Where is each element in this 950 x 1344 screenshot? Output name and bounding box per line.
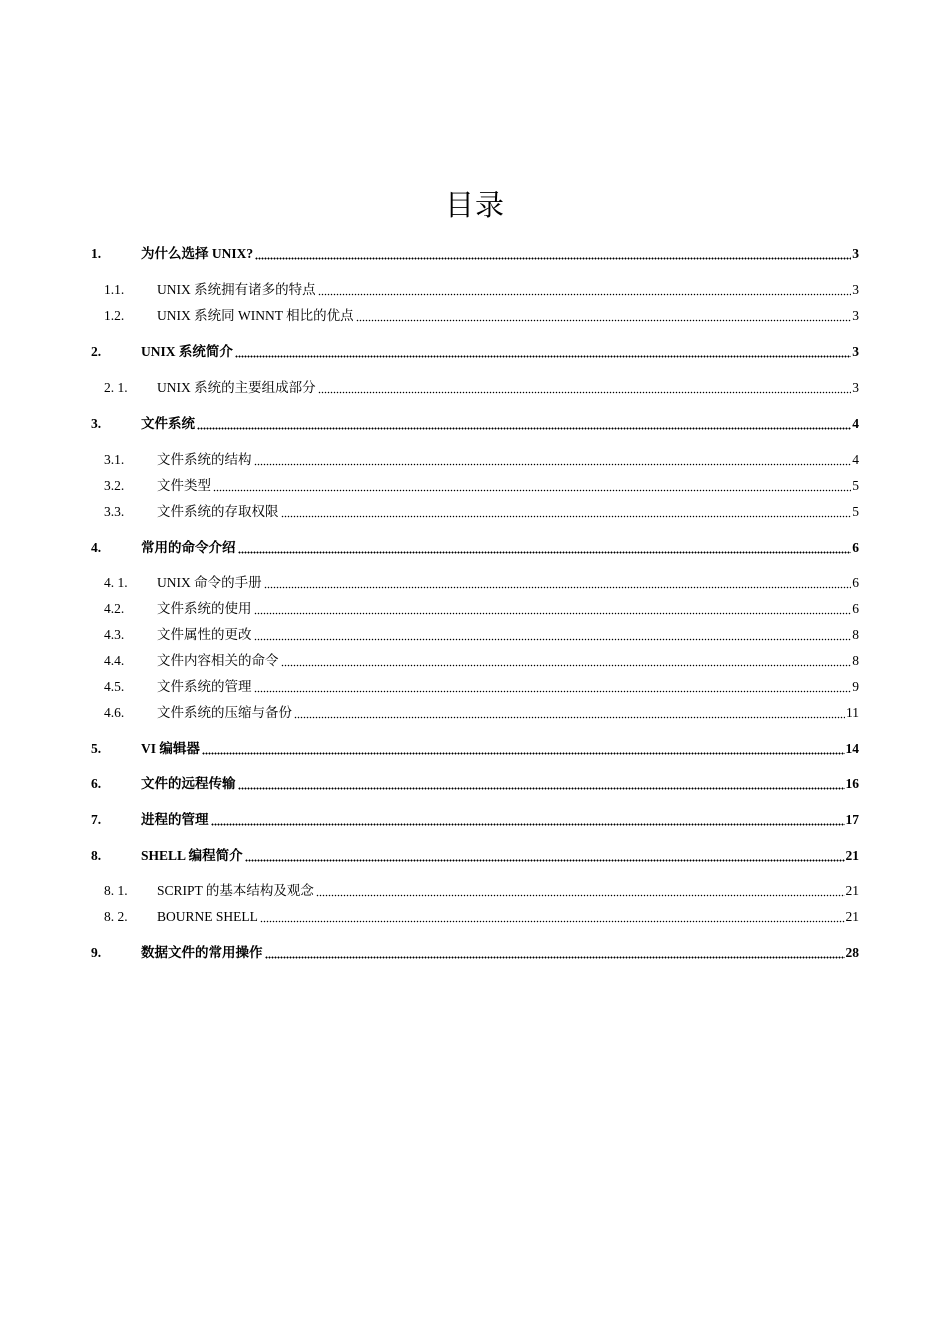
toc-title: UNIX 系统简介	[141, 344, 233, 359]
dot-leader	[356, 319, 852, 322]
toc-title: UNIX 系统同 WINNT 相比的优点	[157, 308, 354, 323]
toc-entry-3[interactable]	[91, 411, 859, 433]
toc-number: 1.	[91, 246, 102, 261]
toc-entry-9[interactable]	[91, 940, 859, 962]
toc-title: SHELL 编程简介	[141, 848, 243, 863]
toc-page-number: 5	[852, 504, 859, 519]
toc-entry-8-2[interactable]	[91, 904, 859, 926]
toc-number: 3.3.	[104, 504, 125, 519]
toc-number: 8.	[91, 848, 102, 863]
toc-number: 4.	[91, 540, 102, 555]
toc-title: 文件系统的存取权限	[157, 504, 279, 519]
toc-page-number: 4	[852, 452, 859, 467]
toc-page-number: 9	[852, 679, 859, 694]
toc-entry-6[interactable]	[91, 771, 859, 793]
toc-entry-4-3[interactable]	[91, 622, 859, 644]
toc-title: 文件内容相关的命令	[157, 653, 279, 668]
toc-number: 2. 1.	[104, 380, 128, 395]
toc-number: 5.	[91, 741, 102, 756]
toc-entry-8[interactable]	[91, 843, 859, 865]
toc-page-number: 21	[845, 909, 859, 924]
toc-title: 文件类型	[157, 478, 211, 493]
toc-number: 1.1.	[104, 282, 125, 297]
dot-leader	[260, 920, 845, 923]
toc-page-number: 8	[852, 653, 859, 668]
toc-page-number: 3	[852, 246, 859, 261]
toc-number: 3.	[91, 416, 102, 431]
dot-leader	[265, 956, 845, 959]
dot-leader	[197, 427, 851, 430]
toc-page-number: 28	[845, 945, 859, 960]
toc-number: 6.	[91, 776, 102, 791]
toc-entry-2[interactable]	[91, 339, 859, 361]
toc-entry-4-1[interactable]	[91, 570, 859, 592]
dot-leader	[235, 355, 851, 358]
dot-leader	[281, 515, 852, 518]
toc-title: 数据文件的常用操作	[141, 945, 263, 960]
toc-page-number: 3	[852, 308, 859, 323]
toc-number: 4.4.	[104, 653, 125, 668]
toc-number: 4.6.	[104, 705, 125, 720]
toc-page-number: 5	[852, 478, 859, 493]
toc-entry-3-2[interactable]	[91, 473, 859, 495]
toc-number: 7.	[91, 812, 102, 827]
dot-leader	[254, 690, 852, 693]
dot-leader	[238, 551, 852, 554]
toc-entry-1[interactable]	[91, 241, 859, 263]
toc-number: 1.2.	[104, 308, 125, 323]
toc-page-number: 6	[852, 575, 859, 590]
toc-page-number: 3	[852, 344, 859, 359]
toc-number: 4. 1.	[104, 575, 128, 590]
toc-entry-3-3[interactable]	[91, 499, 859, 521]
toc-page-number: 6	[852, 601, 859, 616]
toc-title: 文件的远程传输	[141, 776, 236, 791]
toc-page-number: 3	[852, 380, 859, 395]
toc-entry-3-1[interactable]	[91, 447, 859, 469]
toc-title: 文件属性的更改	[157, 627, 252, 642]
dot-leader	[318, 293, 852, 296]
toc-title: 文件系统的压缩与备份	[157, 705, 292, 720]
dot-leader	[213, 489, 851, 492]
toc-entry-5[interactable]	[91, 736, 859, 758]
toc-title: UNIX 系统的主要组成部分	[157, 380, 316, 395]
toc-entry-8-1[interactable]	[91, 878, 859, 900]
toc-entry-1-2[interactable]	[91, 303, 859, 325]
toc-title: VI 编辑器	[141, 741, 200, 756]
toc-title: SCRIPT 的基本结构及观念	[157, 883, 314, 898]
toc-page-number: 8	[852, 627, 859, 642]
toc-page-number: 3	[852, 282, 859, 297]
toc-number: 8. 2.	[104, 909, 128, 924]
dot-leader	[316, 894, 845, 897]
toc-title: BOURNE SHELL	[157, 909, 258, 924]
toc-entry-4-6[interactable]	[91, 700, 859, 722]
toc-page-number: 11	[846, 705, 859, 720]
dot-leader	[294, 716, 845, 719]
toc-title: 文件系统	[141, 416, 195, 431]
toc-number: 8. 1.	[104, 883, 128, 898]
toc-number: 4.5.	[104, 679, 125, 694]
toc-entry-4-4[interactable]	[91, 648, 859, 670]
toc-title: 文件系统的结构	[157, 452, 252, 467]
toc-number: 3.1.	[104, 452, 125, 467]
toc-title: 常用的命令介绍	[141, 540, 236, 555]
toc-page-number: 4	[852, 416, 859, 431]
toc-entry-7[interactable]	[91, 807, 859, 829]
toc-entry-2-1[interactable]	[91, 375, 859, 397]
toc-entry-1-1[interactable]	[91, 277, 859, 299]
toc-entry-4-2[interactable]	[91, 596, 859, 618]
toc-title: 为什么选择 UNIX?	[141, 246, 254, 261]
toc-page-number: 14	[845, 741, 859, 756]
toc-title: UNIX 系统拥有诸多的特点	[157, 282, 316, 297]
toc-number: 9.	[91, 945, 102, 960]
toc-title: 文件系统的管理	[157, 679, 252, 694]
toc-page-number: 17	[845, 812, 859, 827]
dot-leader	[255, 257, 851, 260]
toc-title: UNIX 命令的手册	[157, 575, 262, 590]
toc-number: 4.3.	[104, 627, 125, 642]
toc-heading: 目录	[444, 188, 505, 222]
toc-number: 2.	[91, 344, 102, 359]
toc-page-number: 21	[845, 883, 859, 898]
dot-leader	[211, 823, 845, 826]
toc-page-number: 6	[852, 540, 859, 555]
dot-leader	[202, 752, 845, 755]
dot-leader	[254, 463, 852, 466]
toc-number: 3.2.	[104, 478, 125, 493]
toc-page-number: 16	[845, 776, 859, 791]
dot-leader	[245, 859, 845, 862]
toc-number: 4.2.	[104, 601, 125, 616]
dot-leader	[318, 391, 852, 394]
dot-leader	[264, 586, 852, 589]
dot-leader	[254, 612, 852, 615]
toc-page-number: 21	[845, 848, 859, 863]
dot-leader	[254, 638, 852, 641]
dot-leader	[238, 787, 845, 790]
toc-entry-4-5[interactable]	[91, 674, 859, 696]
toc-entry-4[interactable]	[91, 535, 859, 557]
dot-leader	[281, 664, 852, 667]
toc-title: 进程的管理	[141, 812, 209, 827]
toc-title: 文件系统的使用	[157, 601, 252, 616]
